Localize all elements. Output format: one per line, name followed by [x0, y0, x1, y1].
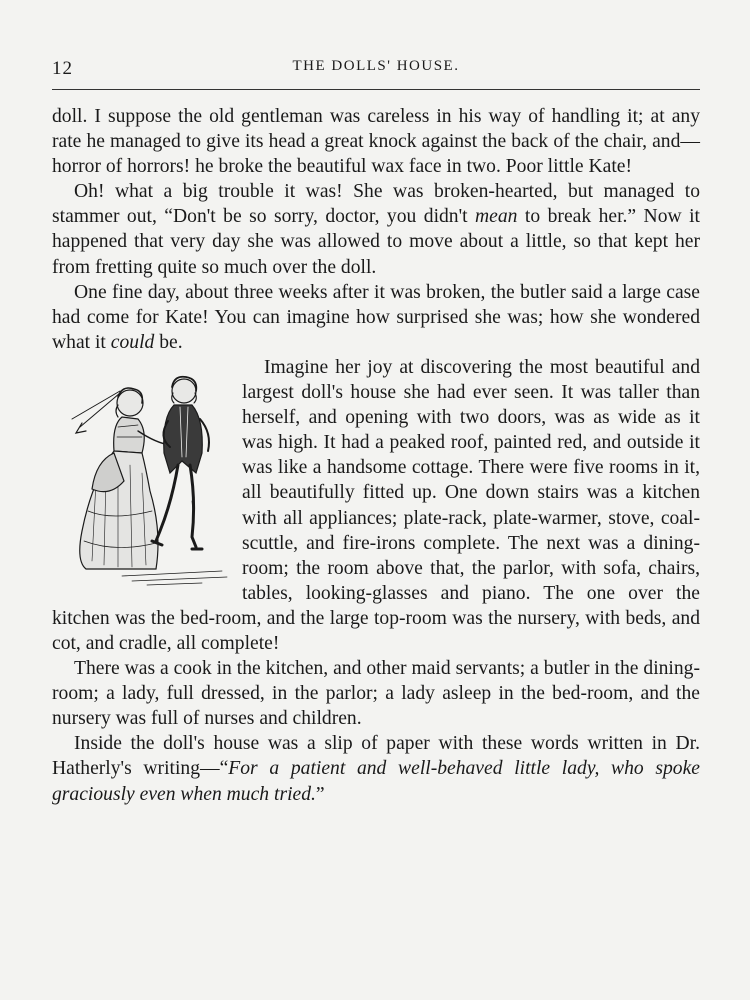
- paragraph-3-text-b: be.: [154, 331, 183, 353]
- paragraph-5: [52, 656, 700, 731]
- paragraph-3-text-a: One fine day, about three weeks after it was broken, the butler said a large case had come for Kate! You can imagine how surprised she was; how she wondered what it: [52, 281, 700, 353]
- header-rule: [52, 89, 700, 90]
- paragraph-1-text: doll. I suppose the old gentleman was careless in his way of handling it; at any rate he managed to give its head a great knock against the back of the chair, and—horror of horrors! he broke the beautiful wax face in two. Poor little Kate!: [52, 106, 700, 178]
- engraving-lady-and-boy-dancing-icon: [52, 361, 232, 589]
- paragraph-2-emphasis: mean: [475, 206, 518, 228]
- page-number: 12: [52, 58, 73, 79]
- illustration: [52, 361, 232, 589]
- paragraph-6: [52, 731, 700, 806]
- paragraph-6-text-b: ”: [315, 783, 325, 805]
- page-header: [52, 58, 700, 82]
- paragraph-3-emphasis: could: [110, 331, 155, 353]
- paragraph-1: [52, 104, 700, 179]
- body-text: [52, 104, 700, 807]
- paragraph-2-text-a: Oh! what a big trouble it was! She was broken-hearted, but managed to stammer out, “Don't be so sorry, doctor, you didn't: [52, 181, 700, 228]
- paragraph-6-emphasis: For a patient and well-behaved little lady, who spoke graciously even when much tried.: [52, 758, 700, 805]
- paragraph-3: [52, 280, 700, 355]
- paragraph-4-text: Imagine her joy at discovering the most beautiful and largest doll's house she had ever seen. It was taller than herself, and opening with two doors, was as wide as it was high. It had a peaked roof, painted red, and outside it was like a handsome cottage. There were five rooms in it, all beautifully fitted up. One down stairs was a kitchen with all appliances; plate-rack, plate-warmer, stove, coal-scuttle, and fire-irons complete. The next was a dining-room; the room above that, the parlor, with sofa, chairs, tables, looking-glasses and piano. The one over the kitchen was the bed-room, and the large top-room was the nursery, with beds, and cot, and cradle, all complete!: [52, 356, 700, 654]
- paragraph-2: [52, 179, 700, 279]
- paragraph-6-text-a: Inside the doll's house was a slip of paper with these words written in Dr. Hatherly's writing—“: [52, 733, 700, 780]
- paragraph-5-text: There was a cook in the kitchen, and other maid servants; a butler in the dining-room; a lady, full dressed, in the parlor; a lady asleep in the bed-room, and the nursery was full of nurses and children.: [52, 658, 700, 730]
- paragraph-2-text-b: to break her.” Now it happened that very day she was allowed to move about a little, so that kept her from fretting quite so much over the doll.: [52, 206, 700, 278]
- running-title: THE DOLLS' HOUSE.: [292, 58, 460, 74]
